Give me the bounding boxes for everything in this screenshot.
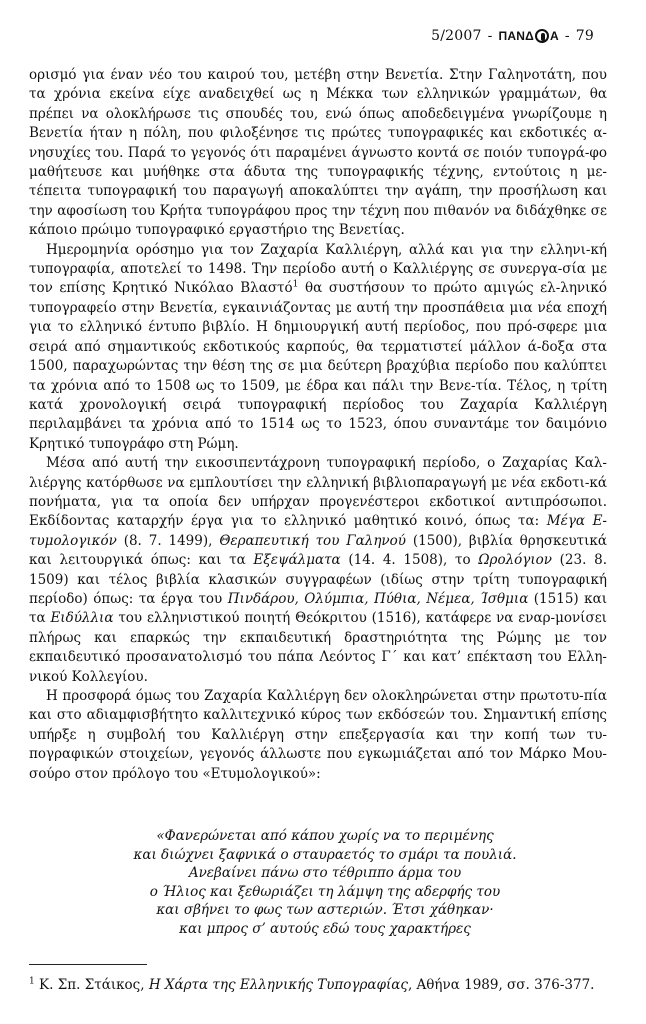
poem-line: ο Ήλιος και ξεθωριάζει τη λάμψη της αδερφής του [149, 883, 501, 900]
body-text [29, 66, 607, 784]
logo-text-left: ΠΑΝΔ [498, 29, 534, 43]
footnote-author: Κ. Σπ. Στάικος, [34, 977, 149, 993]
header-dash: - [487, 28, 493, 44]
poem-line: και μπρος σ’ αυτούς εδώ τους χαρακτήρες [179, 920, 471, 937]
paragraph-3-text-b: (8. 7. 1499), [116, 532, 220, 549]
poem-quote [90, 827, 560, 939]
pandora-logo [499, 29, 559, 43]
header-dash: - [564, 28, 570, 44]
paragraph-3 [29, 454, 607, 687]
book-title-pindar: Πινδάρου, Ολύμπια, Πύθια, Νέμεα, Ίσθμια [227, 590, 529, 607]
footnote-ref: 1 [292, 279, 299, 290]
logo-text-right: Α [549, 29, 559, 43]
footnote-marker: 1 [29, 976, 35, 987]
poem-line: και διώχνει ξαφνικά ο σταυραετός το σμάρι τα πουλιά. [133, 846, 517, 863]
book-title-exepsalmata: Εξεψάλματα [253, 552, 341, 569]
footnote [29, 976, 607, 994]
book-title-orologion: Ωρολόγιον [478, 552, 552, 569]
issue-label: 5/2007 [431, 28, 482, 44]
paragraph-3-text-c: (1500), βιβλία θρησκευτικά και λειτουργικά όπως: και τα [29, 532, 607, 569]
footnote-title: Η Χάρτα της Ελληνικής Τυπογραφίας [148, 977, 408, 993]
logo-o-icon [535, 29, 549, 43]
book-title-etymologikon: Μέγα Ε-τυμολογικόν [29, 513, 607, 549]
poem-line: και σβήνει το φως των αστεριών. Έτσι χάθηκαν· [156, 902, 494, 919]
paragraph-1: ορισμό για έναν νέο του καιρού του, μετέβη στην Βενετία. Στην Γαληνοτάτη, που τα χρόνια εκείνα είχε αναδειχθεί ως η Μέκκα των ελληνικών γραμμάτων, θα πρέπει να ολοκλήρωσε τις σπουδές του, ενώ όπως αποδεδειγμένα γνωρίζουμε η Βενετία ήταν η πόλη, που φιλοξένησε τις πρώτες τυπογραφικές και εκδοτικές α-νησυχίες του. Παρά το γεγονός ότι παραμένει άγνωστο κοντά σε ποιόν τυπογρά-φο μαθήτευσε και μυήθηκε στα άδυτα της τυπογραφικής τέχνης, εντούτοις η με-τέπειτα τυπογραφική του παραγωγή αποκαλύπτει την αγάπη, την προσήλωση και την αφοσίωση του Κρήτα τυπογράφου προς την τέχνη που πιθανόν να διδάχθηκε σε κάποιο πρώιμο τυπογραφικό εργαστήριο της Βενετίας. [29, 67, 607, 239]
paragraph-2-text-b: θα συστήσουν το πρώτο αμιγώς ελ-ληνικό τυπογραφείο στην Βενετία, εγκαινιάζοντας με αυτή την προσπάθεια μια νέα εποχή για το ελληνικό έντυπο βιβλίο. Η δημιουργική αυτή περίοδος, που πρό-σφερε μια σειρά από σημαντικούς εκδοτικούς καρπούς, θα τερματιστεί μάλλον ά-δοξα στα 1500, παραχωρώντας την θέση της σε μια δεύτερη βραχύβια περίοδο που καλύπτει τα χρόνια από το 1508 ως το 1509, με έδρα και πάλι την Βενε-τία. Τέλος, η τρίτη κατά χρονολογική σειρά τυπογραφική περίοδος του Ζαχαρία Καλλιέργη περιλαμβάνει τα χρόνια από το 1514 ως το 1523, όπου συναντάμε τον δαιμόνιο Κρητικό τυπογράφο στη Ρώμη. [29, 280, 607, 452]
poem-line: Ανεβαίνει πάνω στο τέθριππο άρμα του [188, 865, 462, 882]
paragraph-4: Η προσφορά όμως του Ζαχαρία Καλλιέργη δεν ολοκληρώνεται στην πρωτοτυ-πία και στο αδιαμφισβήτητο καλλιτεχνικό κύρος των εκδόσεών του. Σημαντική επίσης υπήρξε η συμβολή του Καλλιέργη στην επεξεργασία και την κοπή των τυ-πογραφικών στοιχείων, γεγονός άλλωστε που εγκωμιάζεται από τον Μάρκο Μου-σούρο στον πρόλογο του «Ετυμολογικού»: [29, 688, 607, 782]
paragraph-3-text-e: (23. 8. 1509) και τέλος βιβλία κλασικών συγγραφέων (ιδίως στην τρίτη τυπογραφική περίοδο) όπως: τα έργα του [29, 552, 607, 607]
paragraph-3-text-d: (14. 4. 1508), το [340, 552, 479, 569]
header-line [431, 28, 594, 44]
paragraph-3-text-f: (1515) και τα [29, 590, 607, 627]
paragraph-3-text-a: Μέσα από αυτή την εικοσιπεντάχρονη τυπογραφική περίοδο, ο Ζαχαρίας Καλ-λιέργης κατόρθωσε να εμπλουτίσει την ελληνική βιβλιοπαραγωγή με νέα εκδοτι-κά πονήματα, για τα οποία δεν υπήρχαν προγενέστεροι εκδοτικοί αντιπρόσωποι. Εκδίδοντας καταρχήν έργα για το ελληνικό μαθητικό κοινό, όπως τα: [29, 455, 607, 530]
footnote-divider [29, 964, 147, 965]
paragraph-2 [29, 241, 607, 454]
footnote-publication: , Αθήνα 1989, σσ. 376-377. [407, 977, 595, 993]
page-number: 79 [575, 28, 594, 44]
book-title-eidyllia: Ειδύλλια [50, 610, 114, 627]
paragraph-2-text-a: Ημερομηνία ορόσημο για τον Ζαχαρία Καλλιέργη, αλλά και για την ελληνι-κή τυπογραφία, αποτελεί το 1498. Την περίοδο αυτή ο Καλλιέργης σε συνεργα-σία με τον επίσης Κρητικό Νικόλαο Βλαστό [29, 241, 607, 297]
running-header [0, 24, 646, 48]
book-title-therapeutiki: Θεραπευτική του Γαληνού [219, 532, 406, 549]
paragraph-3-text-g: του ελληνιστικού ποιητή Θεόκριτου (1516), κατάφερε να εναρ-μονίσει πλήρως και επαρκώς την εκπαιδευτική δραστηριότητα της Ρώμης με τον εκπαιδευτικό προσανατολισμό του πάπα Λεόντος Γ΄ και κατ’ επέκταση του Ελλη-νικού Κολλεγίου. [29, 610, 607, 685]
poem-line: «Φανερώνεται από κάπου χωρίς να το περιμένης [156, 828, 494, 844]
